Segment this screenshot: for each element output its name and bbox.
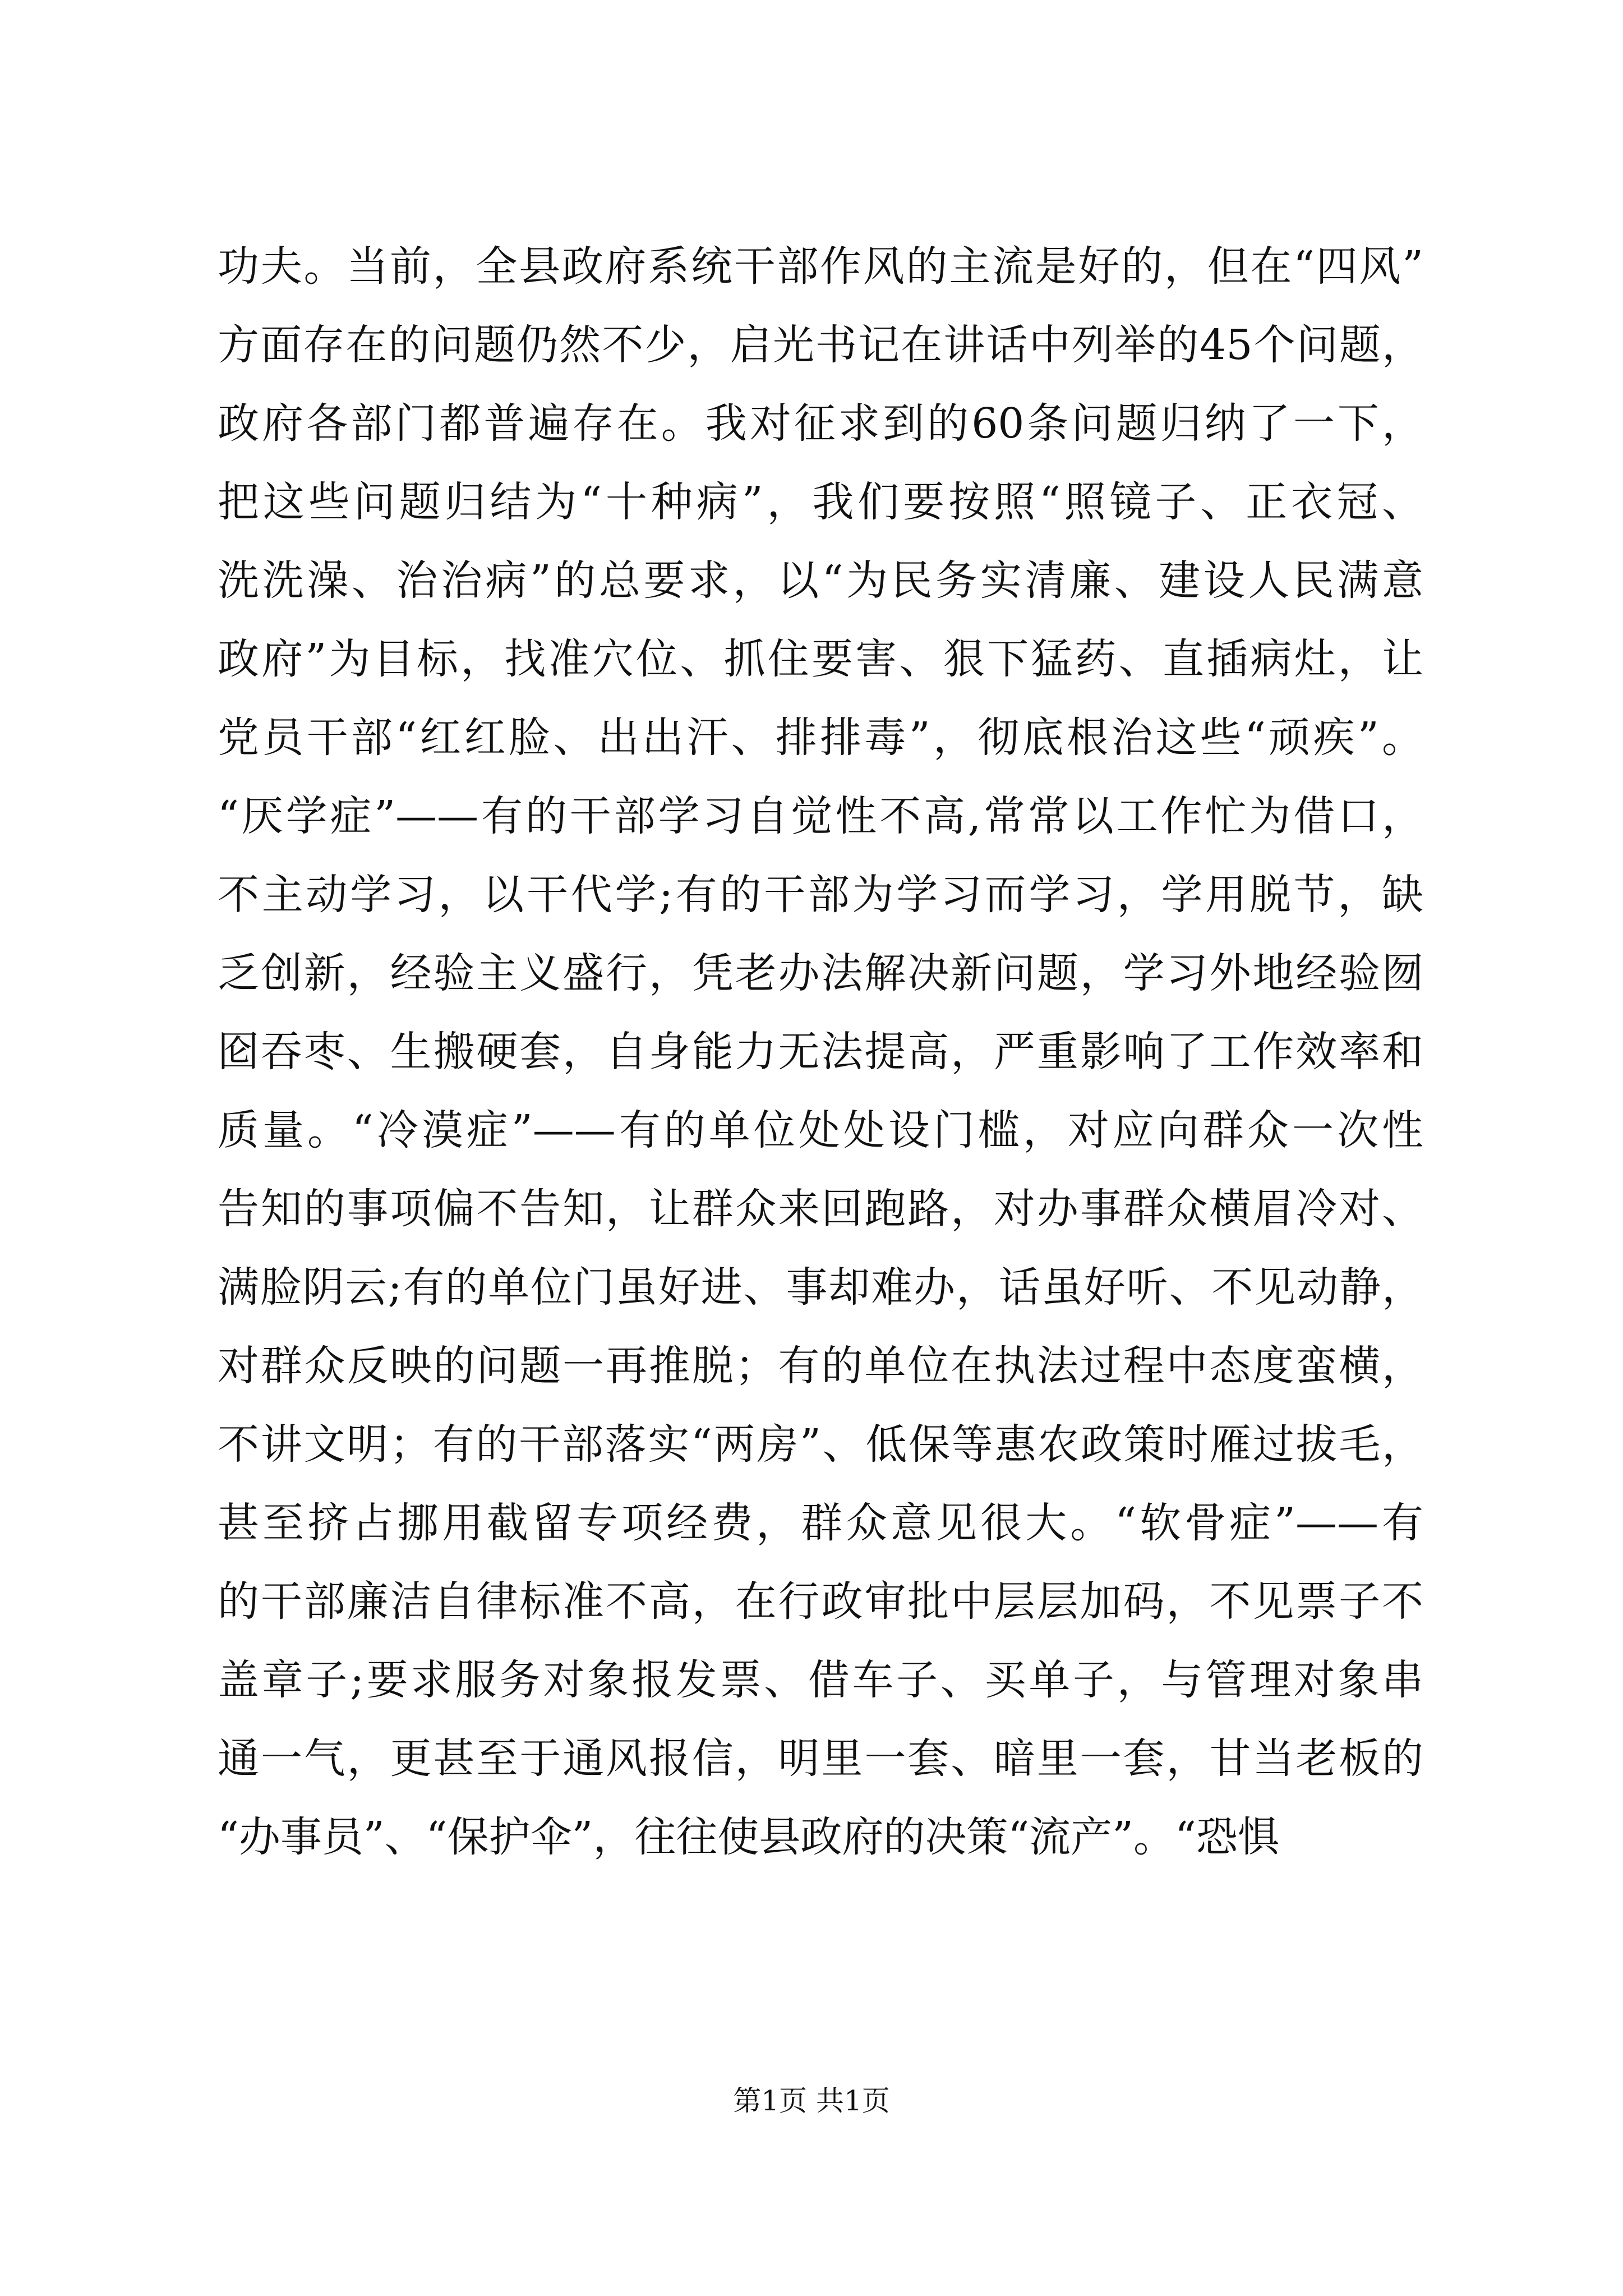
text-line: “办事员”、“保护伞”，往往使县政府的决策“流产”。“恐惧 — [218, 1813, 1279, 1861]
text-line: 甚至挤占挪用截留专项经费，群众意见很大。“软骨症”——有 — [218, 1499, 1423, 1547]
text-line: 党员干部“红红脸、出出汗、排排毒”，彻底根治这些“顽疾”。 — [218, 714, 1423, 762]
text-line: 乏创新，经验主义盛行，凭老办法解决新问题，学习外地经验囫 — [218, 949, 1423, 997]
text-line: 通一气，更甚至于通风报信，明里一套、暗里一套，甘当老板的 — [218, 1734, 1423, 1783]
text-line: 洗洗澡、治治病”的总要求，以“为民务实清廉、建设人民满意 — [218, 556, 1423, 605]
text-line: 方面存在的问题仍然不少，启光书记在讲话中列举的45个问题， — [218, 321, 1423, 369]
text-line: 告知的事项偏不告知，让群众来回跑路，对办事群众横眉冷对、 — [218, 1185, 1423, 1233]
text-line: 不主动学习，以干代学;有的干部为学习而学习，学用脱节，缺 — [218, 871, 1423, 919]
text-line: 把这些问题归结为“十种病”，我们要按照“照镜子、正衣冠、 — [218, 478, 1423, 526]
text-line: 盖章子;要求服务对象报发票、借车子、买单子，与管理对象串 — [218, 1656, 1423, 1704]
page-footer: 第1页 共1页 — [733, 2085, 890, 2117]
text-line: 不讲文明；有的干部落实“两房”、低保等惠农政策时雁过拔毛， — [218, 1420, 1423, 1469]
text-line: “厌学症”——有的干部学习自觉性不高,常常以工作忙为借口， — [218, 792, 1423, 840]
text-line: 功夫。当前，全县政府系统干部作风的主流是好的，但在“四风” — [218, 242, 1423, 291]
text-line: 的干部廉洁自律标准不高，在行政审批中层层加码，不见票子不 — [218, 1577, 1423, 1626]
text-line: 政府”为目标，找准穴位、抓住要害、狠下猛药、直插病灶，让 — [218, 635, 1423, 683]
body-text — [218, 227, 1423, 1876]
text-line: 囵吞枣、生搬硬套，自身能力无法提高，严重影响了工作效率和 — [218, 1028, 1423, 1076]
text-line: 对群众反映的问题一再推脱；有的单位在执法过程中态度蛮横， — [218, 1342, 1423, 1390]
text-line: 政府各部门都普遍存在。我对征求到的60条问题归纳了一下， — [218, 399, 1423, 448]
text-line: 满脸阴云;有的单位门虽好进、事却难办，话虽好听、不见动静， — [218, 1263, 1423, 1312]
text-line: 质量。“冷漠症”——有的单位处处设门槛，对应向群众一次性 — [218, 1106, 1423, 1154]
